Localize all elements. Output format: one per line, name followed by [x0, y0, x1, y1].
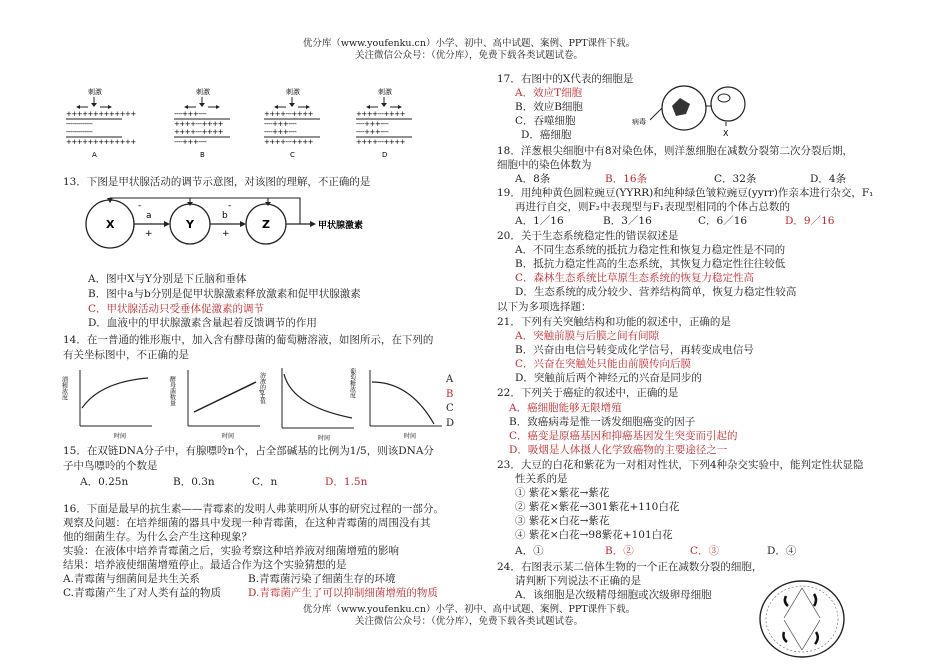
- q16-stem-1: 16．下面是最早的抗生素——青霉素的发明人弗莱明所从事的研究过程的一部分。: [63, 503, 444, 515]
- q20-option-a: A．不同生态系统的抵抗力稳定性和恢复力稳定性是不同的: [515, 244, 786, 256]
- q16-stem-2: 观察及问题：在培养细菌的器具中发现一种青霉菌，在这种青霉菌的周围没有其: [63, 517, 431, 529]
- svg-text:+++++++++++++: +++++++++++++: [66, 110, 136, 118]
- q16-stem-3: 他的细菌生存。为什么会产生这种现象？: [63, 531, 252, 543]
- svg-text:A: A: [92, 151, 97, 159]
- q19-option-b: B．3／16: [603, 215, 652, 227]
- q16-option-d: D.青霉菌产生了可以抑制细菌增殖的物质: [248, 587, 438, 599]
- svg-text:++++---++++: ++++---++++: [264, 138, 313, 146]
- svg-text:刺激: 刺激: [196, 88, 210, 96]
- immune-cell-figure: [628, 76, 748, 140]
- q20-option-c: C．森林生态系统比草原生态系统的恢复力稳定性高: [515, 272, 755, 284]
- thyroid-regulation-diagram: [78, 192, 438, 254]
- q20-option-d: D．生态系统的成分较少、营养结构简单，恢复力稳定性较高: [515, 286, 797, 298]
- graph-b: [169, 370, 261, 440]
- q21-option-c: C．兴奋在突触处只能由前膜传向后膜: [515, 358, 692, 370]
- q16-option-a: A.青霉菌与细菌间是共生关系: [63, 573, 200, 585]
- q23-option-c: C．③: [690, 545, 720, 557]
- q21-option-d: D．突触前后两个神经元的兴奋是同步的: [515, 372, 702, 384]
- q18-stem-2: 细胞中的染色体数为: [497, 159, 592, 171]
- q14-letter-a: A: [446, 374, 454, 385]
- q17-option-a: A．效应T细胞: [515, 87, 583, 99]
- multi-choice-intro: 以下为多项选择题：: [497, 301, 592, 313]
- svg-text:D: D: [382, 151, 388, 159]
- svg-text:病毒: 病毒: [632, 118, 646, 126]
- q14-letters: [446, 373, 454, 431]
- svg-text:----+++----: ----+++----: [264, 128, 297, 136]
- q21-stem: 21．下列有关突触结构和功能的叙述中，正确的是: [497, 316, 731, 328]
- q19-option-a: A．1／16: [515, 215, 564, 227]
- svg-text:Z: Z: [262, 218, 270, 231]
- q23-stem-2: 性关系的是: [515, 473, 568, 485]
- q13-option-d: D．血液中的甲状腺激素含量起着反馈调节的作用: [88, 317, 317, 329]
- q15-stem-2: 子中鸟嘌呤的个数是: [63, 460, 158, 472]
- q13-stem: 13．下图是甲状腺活动的调节示意图，对该图的理解，不正确的是: [63, 176, 371, 188]
- svg-text:++++---++++: ++++---++++: [174, 120, 223, 128]
- svg-text:时间: 时间: [404, 433, 417, 440]
- q14-letter-d: D: [446, 417, 455, 429]
- q23-cross-3: ③ 紫花×白花→紫花: [515, 515, 610, 527]
- q14-letter-b: B: [446, 388, 454, 400]
- svg-text:甲状腺激素: 甲状腺激素: [318, 221, 364, 231]
- header-line-1: 优分库（www.youfenku.cn）小学、初中、高中试题、案例、PPT课件下载。: [302, 38, 636, 49]
- meiosis-cell-figure: [754, 574, 850, 664]
- q17-stem: 17．右图中的X代表的细胞是: [497, 73, 634, 85]
- svg-text:a: a: [146, 211, 152, 221]
- membrane-panel-a: [66, 87, 136, 159]
- svg-text:----+++----: ----+++----: [174, 110, 207, 118]
- q15-option-b: B．0.3n: [173, 476, 215, 488]
- header-line-2: 关注微信公众号：（优分库），免费下载各类试题试卷。: [354, 50, 583, 61]
- svg-text:++++---++++: ++++---++++: [264, 110, 313, 118]
- svg-text:-: -: [138, 201, 142, 211]
- svg-text:-------------: -------------: [66, 128, 93, 136]
- svg-text:----+++----: ----+++----: [174, 138, 207, 146]
- svg-text:++++---++++: ++++---++++: [356, 110, 405, 118]
- q16-stem-4: 实验：在液体中培养青霉菌之后，实验考察这种培养液对细菌增殖的影响: [63, 545, 399, 557]
- q23-cross-4: ④ 紫花×白花→98紫花+101白花: [515, 529, 673, 541]
- q19-stem-1: 19．用纯种黄色圆粒豌豆(YYRR)和纯种绿色皱粒豌豆(yyrr)作亲本进行杂交，F₁: [497, 187, 874, 199]
- membrane-panel-b: [174, 87, 230, 159]
- q23-cross-2: ② 紫花×紫花→301紫花+110白花: [515, 501, 680, 513]
- svg-text:时间: 时间: [222, 433, 235, 440]
- graph-a: [61, 370, 153, 440]
- q14-letter-c: C: [446, 403, 454, 414]
- svg-text:+: +: [145, 229, 153, 239]
- q20-stem: 20．关于生态系统稳定性的错误叙述是: [497, 230, 679, 242]
- q23-cross-1: ① 紫花×紫花→紫花: [515, 487, 610, 499]
- yeast-graphs: [60, 362, 470, 444]
- svg-text:++++---++++: ++++---++++: [356, 138, 405, 146]
- q22-stem: 22．下列关于癌症的叙述中，正确的是: [497, 387, 679, 399]
- q24-stem-2: 请判断下列说法不正确的是: [515, 575, 641, 587]
- q14-stem-1: 14．在一普通的锥形瓶中，加入含有酵母菌的葡萄糖溶液，如图所示，在下列的: [63, 334, 434, 346]
- q22-option-c: C．癌变是原癌基因和抑癌基因发生突变而引起的: [509, 430, 738, 442]
- q13-option-a: A．图中X与Y分别是下丘脑和垂体: [88, 273, 247, 285]
- svg-text:刺激: 刺激: [286, 88, 300, 96]
- svg-text:溶液的pH值: 溶液的pH值: [258, 372, 266, 405]
- q17-option-b: B．效应B细胞: [515, 101, 583, 113]
- q22-option-a: A．癌细胞能够无限增殖: [509, 402, 622, 414]
- q17-option-c: C．吞噬细胞: [515, 115, 576, 127]
- q24-stem-1: 24．右图表示某二倍体生物的一个正在减数分裂的细胞，: [497, 561, 763, 573]
- q18-option-a: A．8条: [515, 173, 551, 185]
- footer-line-1: 优分库（www.youfenku.cn）小学、初中、高中试题、案例、PPT课件下载。: [302, 604, 636, 615]
- membrane-panel-d: [356, 87, 412, 159]
- q15-stem-1: 15．在双链DNA分子中，有腺嘌呤n个，占全部碱基的比例为1/5，则该DNA分: [63, 445, 434, 457]
- q19-stem-2: 再进行自交，则F₂中表现型与F₁表现型相同的个体占总数的: [515, 201, 790, 213]
- footer-line-2: 关注微信公众号：（优分库），免费下载各类试题试卷。: [354, 616, 583, 627]
- q18-option-b: B．16条: [605, 173, 648, 185]
- q22-option-d: D．吸烟是人体摄人化学致癌物的主要途径之一: [509, 444, 728, 456]
- svg-text:----+++----: ----+++----: [356, 120, 389, 128]
- svg-text:刺激: 刺激: [88, 88, 102, 96]
- svg-text:X: X: [723, 129, 729, 138]
- graph-c: [259, 368, 355, 442]
- q14-stem-2: 有关坐标图中，不正确的是: [63, 349, 189, 361]
- q16-option-b: B.青霉菌污染了细菌生存的环境: [248, 573, 396, 585]
- svg-text:C: C: [290, 151, 295, 159]
- q18-stem-1: 18．洋葱根尖细胞中有8对染色体，则洋葱细胞在减数分裂第二次分裂后期，: [497, 145, 854, 157]
- svg-text:+++++++++++++: +++++++++++++: [66, 138, 136, 146]
- svg-text:时间: 时间: [318, 435, 331, 442]
- q16-stem-5: 结果：培养液使细菌增殖停止。最适合作为这个实验猜想的是: [63, 559, 347, 571]
- q23-stem-1: 23．大豆的白花和紫花为一对相对性状，下列4种杂交实验中，能判定性状显隐: [497, 459, 864, 471]
- svg-text:----+++----: ----+++----: [264, 120, 297, 128]
- q21-option-a: A．突触前膜与后膜之间有间隙: [515, 330, 660, 342]
- svg-text:X: X: [106, 218, 115, 231]
- svg-text:酵母菌数量: 酵母菌数量: [168, 376, 176, 406]
- q19-option-d: D．9／16: [785, 215, 835, 227]
- svg-text:葡萄糖浓度: 葡萄糖浓度: [348, 368, 356, 398]
- q15-option-a: A．0.25n: [80, 476, 129, 488]
- q23-option-b: B．②: [605, 545, 634, 557]
- svg-text:时间: 时间: [114, 433, 127, 440]
- svg-text:b: b: [222, 211, 228, 221]
- q22-option-b: B．致癌病毒是惟一诱发细胞癌变的因子: [509, 416, 696, 428]
- svg-text:----+++----: ----+++----: [356, 128, 389, 136]
- q15-option-d: D．1.5n: [325, 476, 368, 488]
- q18-option-c: C．32条: [714, 173, 757, 185]
- svg-text:刺激: 刺激: [378, 88, 392, 96]
- q24-option-a: A．该细胞是次级精母细胞或次级卵母细胞: [515, 589, 712, 601]
- svg-text:+: +: [222, 229, 230, 239]
- q19-option-c: C．6／16: [698, 215, 748, 227]
- svg-text:++++---++++: ++++---++++: [174, 128, 223, 136]
- q16-option-c: C.青霉菌产生了对人类有益的物质: [63, 587, 221, 599]
- q23-option-d: D．④: [767, 545, 797, 557]
- q13-option-b: B．图中a与b分别是促甲状腺激素释放激素和促甲状腺激素: [88, 288, 361, 300]
- svg-text:-------------: -------------: [66, 120, 93, 128]
- q15-option-c: C．n: [252, 476, 278, 488]
- membrane-figure: [60, 85, 460, 165]
- q23-option-a: A．①: [515, 545, 544, 557]
- q18-option-d: D．4条: [810, 173, 847, 185]
- svg-text:-: -: [228, 201, 232, 211]
- svg-text:B: B: [200, 151, 205, 159]
- membrane-panel-c: [264, 87, 320, 159]
- q21-option-b: B．兴奋由电信号转变成化学信号，再转变成电信号: [515, 344, 754, 356]
- q20-option-b: B．抵抗力稳定性高的生态系统，其恢复力稳定性往往较低: [515, 258, 786, 270]
- graph-d: [349, 367, 443, 440]
- svg-text:Y: Y: [186, 218, 194, 231]
- q13-option-c: C．甲状腺活动只受垂体促激素的调节: [88, 303, 265, 315]
- svg-text:酒精浓度: 酒精浓度: [60, 376, 68, 400]
- q17-option-d: D．癌细胞: [521, 129, 572, 141]
